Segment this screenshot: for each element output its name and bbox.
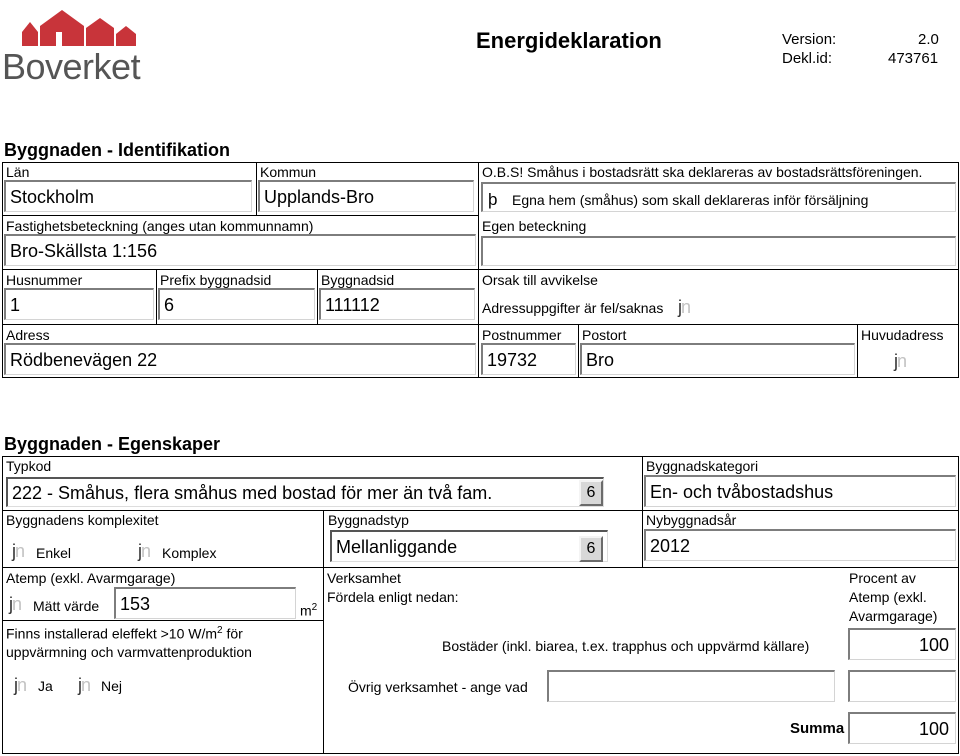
ovrig-label: Övrig verksamhet - ange vad [348,679,528,695]
husnummer-field[interactable]: 1 [4,288,154,320]
divider [578,324,579,378]
ovrig-field[interactable] [547,670,835,702]
boverket-logo [0,4,150,87]
divider [317,269,318,324]
huvudadress-label: Huvudadress [861,327,944,343]
egna-hem-text: Egna hem (småhus) som skall deklareras inför försäljning [512,192,869,208]
obs-text: O.B.S! Småhus i bostadsrätt ska deklareras av bostadsrättsföreningen. [482,164,923,180]
summa-field: 100 [848,712,956,744]
divider [323,510,324,754]
komplex-radio[interactable]: jn [138,541,151,561]
divider [2,510,959,511]
husnummer-label: Husnummer [6,272,83,288]
komplex-label: Komplex [162,545,217,561]
nej-radio[interactable]: jn [78,675,91,695]
lan-field[interactable]: Stockholm [4,180,252,212]
divider [2,324,959,325]
postnummer-label: Postnummer [482,327,562,343]
egna-hem-checkbox[interactable]: þ [488,190,498,209]
adressuppgifter-text: Adressuppgifter är fel/saknas [482,300,664,316]
ja-radio[interactable]: jn [14,675,27,695]
fordela-label: Fördela enligt nedan: [327,589,459,605]
eleffekt-text-2: uppvärmning och varmvattenproduktion [6,644,252,660]
huvudadress-radio[interactable]: jn [894,351,907,371]
divider [2,620,323,621]
byggnadstyp-select[interactable]: Mellanliggande [330,530,608,562]
section-title-identifikation: Byggnaden - Identifikation [4,140,231,160]
divider [2,567,959,568]
kategori-label: Byggnadskategori [646,458,759,474]
adress-field[interactable]: Rödbenevägen 22 [4,343,476,375]
divider [642,456,643,567]
nej-label: Nej [101,678,123,694]
kommun-label: Kommun [260,164,317,180]
fastighet-field[interactable]: Bro-Skällsta 1:156 [4,234,476,266]
atemp-unit: $m^2$ [300,602,318,619]
bostader-procent-field[interactable]: 100 [848,628,956,660]
matt-varde-radio[interactable]: jn [9,594,22,614]
matt-varde-label: Mätt värde [33,598,100,614]
adressuppgifter-radio[interactable]: jn [678,297,691,317]
divider [478,162,479,378]
postnummer-field[interactable]: 19732 [481,343,576,375]
lan-label: Län [6,164,30,180]
section-title-egenskaper: Byggnaden - Egenskaper [4,434,221,454]
eleffekt-text-1: Finns installerad eleffekt >10 $W/m^2$ för [6,625,243,642]
atemp-field[interactable]: 153 [114,587,296,619]
prefix-label: Prefix byggnadsid [160,272,272,288]
verksamhet-label: Verksamhet [327,570,401,586]
divider [156,269,157,324]
enkel-radio[interactable]: jn [12,541,25,561]
egen-beteckning-field[interactable] [481,236,956,266]
byggnadstyp-dropdown-arrow-icon[interactable]: 6 [579,536,603,562]
kommun-field[interactable]: Upplands-Bro [258,180,474,212]
typkod-dropdown-arrow-icon[interactable]: 6 [579,480,603,506]
logo-text: Boverket [2,46,141,87]
deklid-label: Dekl.id: [782,50,833,67]
bostader-label: Bostäder (inkl. biarea, t.ex. trapphus och uppvärmd källare) [442,638,810,654]
kategori-field[interactable]: En- och tvåbostadshus [644,475,956,507]
procent-label-2: Atemp (exkl. [849,589,927,605]
divider [256,162,257,215]
postort-field[interactable]: Bro [580,343,855,375]
nybyggnadsar-label: Nybyggnadsår [646,512,737,528]
postort-label: Postort [582,327,627,343]
komplexitet-label: Byggnadens komplexitet [6,512,159,528]
procent-label-1: Procent av [849,570,916,586]
summa-label: Summa [790,720,845,737]
deklid-value: 473761 [888,50,939,67]
ja-label: Ja [38,678,53,694]
ovrig-procent-field[interactable] [848,670,956,702]
nybyggnadsar-field[interactable]: 2012 [644,529,956,561]
atemp-label: Atemp (exkl. Avarmgarage) [6,570,176,586]
version-label: Version: [782,31,837,48]
prefix-field[interactable]: 6 [158,288,315,320]
byggnadstyp-label: Byggnadstyp [328,512,409,528]
divider [2,215,478,216]
divider [2,269,959,270]
version-value: 2.0 [918,31,939,48]
typkod-label: Typkod [6,458,52,474]
egen-beteckning-label: Egen beteckning [482,218,587,234]
typkod-select[interactable]: 222 - Småhus, flera småhus med bostad för mer än två fam. [6,477,604,507]
orsak-label: Orsak till avvikelse [482,272,598,288]
byggnadsid-field[interactable]: 111112 [319,288,475,320]
page-title: Energideklaration [476,28,662,53]
fastighet-label: Fastighetsbeteckning (anges utan kommunnamn) [6,218,314,234]
procent-label-3: Avarmgarage) [849,608,938,624]
enkel-label: Enkel [36,545,72,561]
byggnadsid-label: Byggnadsid [321,272,395,288]
adress-label: Adress [6,327,50,343]
divider [857,324,858,378]
